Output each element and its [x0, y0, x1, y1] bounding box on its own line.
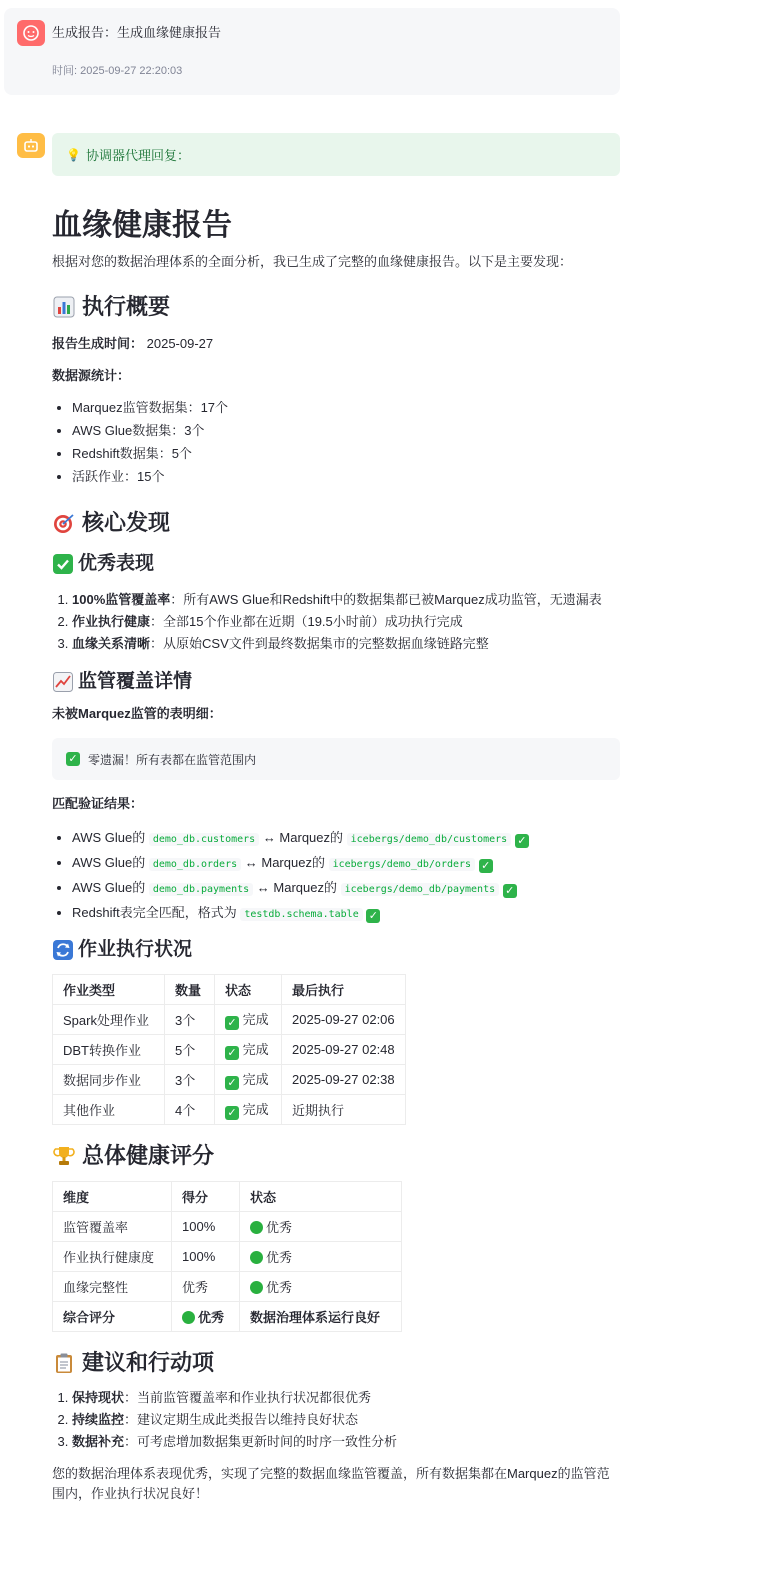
summary-heading-text: 执行概要 — [82, 294, 171, 319]
findings-heading-text: 核心发现 — [82, 510, 171, 535]
match-prefix: AWS Glue的 — [72, 880, 146, 895]
list-item — [72, 1432, 620, 1452]
status-text: 完成 — [242, 1042, 269, 1057]
table-cell — [215, 1035, 282, 1065]
green-circle-icon — [250, 1251, 263, 1264]
list-item — [72, 1410, 620, 1430]
item-label: 血缘关系清晰 — [72, 636, 151, 651]
check-mark-icon: ✓ — [366, 909, 380, 923]
glue-table-code: demo_db.payments — [149, 883, 253, 896]
check-mark-icon: ✓ — [503, 884, 517, 898]
list-item: • 活跃作业：15个 — [72, 465, 620, 488]
match-mid: ↔ Marquez的 — [244, 855, 325, 870]
list-item — [72, 901, 620, 926]
table-cell: 3个 — [165, 1005, 215, 1035]
glue-table-code: demo_db.customers — [149, 833, 259, 846]
check-mark-icon: ✓ — [225, 1046, 239, 1060]
sources-list — [52, 396, 620, 488]
zero-missing-callout — [52, 738, 620, 780]
table-cell: 2025-09-27 02:38 — [282, 1065, 406, 1095]
list-item: • Marquez监管数据集：17个 — [72, 396, 620, 419]
reply-header-text: 协调器代理回复： — [85, 148, 190, 163]
table-row — [53, 1095, 406, 1125]
trend-up-icon — [52, 671, 74, 693]
table-row — [53, 1212, 402, 1242]
match-list — [52, 826, 620, 926]
summary-heading — [52, 292, 620, 322]
table-cell: Spark处理作业 — [53, 1005, 165, 1035]
excellent-heading-text: 优秀表现 — [78, 553, 155, 574]
table-cell: 作业执行健康度 — [53, 1242, 172, 1272]
table-cell: 监管覆盖率 — [53, 1212, 172, 1242]
status-text: 优秀 — [266, 1250, 293, 1265]
status-text: 完成 — [242, 1072, 269, 1087]
item-label: 持续监控 — [72, 1412, 125, 1427]
status-text: 完成 — [242, 1012, 269, 1027]
marquez-path-code: icebergs/demo_db/orders — [329, 858, 475, 871]
table-cell: 3个 — [165, 1065, 215, 1095]
list-item — [72, 1388, 620, 1408]
gen-time-label: 报告生成时间： — [52, 336, 144, 351]
item-text: ：全部15个作业都在近期（19.5小时前）成功执行完成 — [150, 614, 463, 629]
table-cell: 100% — [172, 1212, 240, 1242]
marquez-path-code: icebergs/demo_db/customers — [347, 833, 512, 846]
user-avatar-icon — [17, 20, 45, 46]
item-text: ：可考虑增加数据集更新时间的时序一致性分析 — [124, 1434, 398, 1449]
excellent-heading — [52, 550, 620, 578]
target-icon — [52, 512, 76, 534]
check-mark-icon: ✓ — [225, 1016, 239, 1030]
table-row — [53, 1272, 402, 1302]
table-cell: DBT转换作业 — [53, 1035, 165, 1065]
report-conclusion: 您的数据治理体系表现优秀，实现了完整的数据血缘监管覆盖，所有数据集都在Marquez的监管范围内，作业执行状况良好！ — [52, 1466, 610, 1501]
table-header-row — [53, 1182, 402, 1212]
check-mark-icon: ✓ — [515, 834, 529, 848]
findings-heading — [52, 508, 620, 538]
table-cell — [215, 1095, 282, 1125]
match-mid: ↔ Marquez的 — [256, 880, 337, 895]
item-label: 100%监管覆盖率 — [72, 592, 171, 607]
table-total-row — [53, 1302, 402, 1332]
green-circle-icon — [250, 1221, 263, 1234]
table-cell — [215, 1065, 282, 1095]
user-message-text: 生成报告：生成血缘健康报告 — [52, 25, 222, 40]
jobs-heading-text: 作业执行状况 — [78, 939, 193, 960]
item-text: ：从原始CSV文件到最终数据集市的完整数据血缘链路完整 — [150, 636, 489, 651]
check-mark-icon — [52, 553, 74, 575]
table-cell: 数据治理体系运行良好 — [240, 1302, 402, 1332]
column-header: 得分 — [172, 1182, 240, 1212]
green-circle-icon — [182, 1311, 195, 1324]
list-item — [72, 634, 620, 654]
table-cell: 血缘完整性 — [53, 1272, 172, 1302]
lightbulb-icon: 💡 — [66, 147, 81, 162]
table-cell — [215, 1005, 282, 1035]
item-label: 数据补充 — [72, 1434, 125, 1449]
list-item — [72, 826, 620, 851]
user-message-time: 时间: 2025-09-27 22:20:03 — [52, 65, 183, 77]
unmonitored-label: 未被Marquez监管的表明细： — [52, 706, 222, 721]
list-item: • Redshift数据集：5个 — [72, 442, 620, 465]
sources-label: 数据源统计： — [52, 368, 131, 383]
actions-heading — [52, 1348, 620, 1378]
bar-chart-icon — [52, 296, 76, 318]
match-prefix: AWS Glue的 — [72, 855, 146, 870]
refresh-icon — [52, 939, 74, 961]
trophy-icon — [52, 1145, 76, 1167]
callout-text: 零遗漏！所有表都在监管范围内 — [88, 752, 257, 767]
glue-table-code: demo_db.orders — [149, 858, 241, 871]
report-title: 血缘健康报告 — [52, 209, 232, 242]
column-header: 状态 — [215, 975, 282, 1005]
jobs-table — [52, 974, 406, 1125]
table-cell: 其他作业 — [53, 1095, 165, 1125]
table-row — [53, 1035, 406, 1065]
table-cell — [240, 1272, 402, 1302]
assistant-message — [52, 133, 620, 1504]
list-item: • AWS Glue数据集：3个 — [72, 419, 620, 442]
check-mark-icon: ✓ — [66, 752, 80, 766]
table-cell: 近期执行 — [282, 1095, 406, 1125]
redshift-prefix: Redshift表完全匹配，格式为 — [72, 905, 237, 920]
table-cell: 4个 — [165, 1095, 215, 1125]
gen-time — [52, 334, 620, 354]
table-cell: 100% — [172, 1242, 240, 1272]
green-circle-icon — [250, 1281, 263, 1294]
user-message — [4, 8, 620, 95]
column-header: 作业类型 — [53, 975, 165, 1005]
status-text: 优秀 — [266, 1220, 293, 1235]
item-text: ：当前监管覆盖率和作业执行状况都很优秀 — [124, 1390, 372, 1405]
match-mid: ↔ Marquez的 — [262, 830, 344, 845]
coverage-heading-text: 监管覆盖详情 — [78, 671, 193, 692]
assistant-avatar-icon — [17, 133, 45, 158]
item-text: ：建议定期生成此类报告以维持良好状态 — [124, 1412, 359, 1427]
column-header: 维度 — [53, 1182, 172, 1212]
health-heading — [52, 1141, 620, 1171]
table-row — [53, 1065, 406, 1095]
redshift-format-code: testdb.schema.table — [240, 908, 362, 921]
table-cell: 5个 — [165, 1035, 215, 1065]
check-mark-icon: ✓ — [479, 859, 493, 873]
health-table — [52, 1181, 402, 1332]
column-header: 状态 — [240, 1182, 402, 1212]
table-cell: 2025-09-27 02:06 — [282, 1005, 406, 1035]
item-label: 保持现状 — [72, 1390, 125, 1405]
list-item — [72, 612, 620, 632]
gen-time-value: 2025-09-27 — [146, 336, 214, 351]
report-intro: 根据对您的数据治理体系的全面分析，我已生成了完整的血缘健康报告。以下是主要发现： — [52, 254, 573, 269]
table-header-row — [53, 975, 406, 1005]
clipboard-icon — [52, 1352, 76, 1374]
list-item — [72, 876, 620, 901]
table-row — [53, 1242, 402, 1272]
health-heading-text: 总体健康评分 — [82, 1143, 215, 1168]
item-label: 作业执行健康 — [72, 614, 151, 629]
list-item — [72, 590, 620, 610]
column-header: 最后执行 — [282, 975, 406, 1005]
table-cell: 优秀 — [172, 1272, 240, 1302]
excellent-list — [52, 590, 620, 654]
column-header: 数量 — [165, 975, 215, 1005]
table-cell: 综合评分 — [53, 1302, 172, 1332]
check-mark-icon: ✓ — [225, 1106, 239, 1120]
table-cell — [172, 1302, 240, 1332]
jobs-heading — [52, 936, 620, 964]
status-text: 优秀 — [266, 1280, 293, 1295]
table-cell — [240, 1242, 402, 1272]
match-prefix: AWS Glue的 — [72, 830, 146, 845]
table-row — [53, 1005, 406, 1035]
status-text: 优秀 — [198, 1310, 225, 1325]
coverage-heading — [52, 668, 620, 696]
marquez-path-code: icebergs/demo_db/payments — [341, 883, 500, 896]
actions-list — [52, 1388, 620, 1452]
table-cell — [240, 1212, 402, 1242]
item-text: ：所有AWS Glue和Redshift中的数据集都已被Marquez成功监管，无遗漏表 — [170, 592, 602, 607]
actions-heading-text: 建议和行动项 — [82, 1350, 215, 1375]
list-item — [72, 851, 620, 876]
reply-header — [52, 133, 620, 176]
status-text: 完成 — [242, 1102, 269, 1117]
check-mark-icon: ✓ — [225, 1076, 239, 1090]
table-cell: 2025-09-27 02:48 — [282, 1035, 406, 1065]
table-cell: 数据同步作业 — [53, 1065, 165, 1095]
match-label: 匹配验证结果： — [52, 796, 144, 811]
